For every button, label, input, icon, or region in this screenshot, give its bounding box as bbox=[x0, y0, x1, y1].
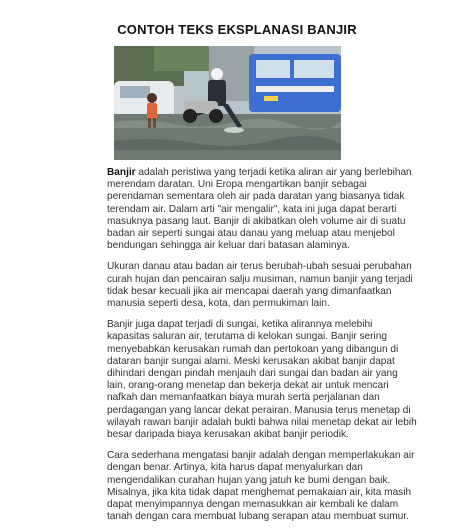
paragraph-1-lead: Banjir bbox=[107, 167, 136, 178]
flood-photo-illustration bbox=[114, 46, 341, 160]
paragraph-2: Ukuran danau atau badan air terus berubah-ubah sesuai perubahan curah hujan dan pencairan salju musiman, namun banjir yang terjadi tidak besar kecuali jika air mencapai daerah yang dimanfaatkan manusia seperti desa, kota, dan permukiman lain. bbox=[107, 261, 413, 310]
paragraph-1-text: adalah peristiwa yang terjadi ketika aliran air yang berlebihan merendam daratan. Uni Eropa mengartikan banjir sebagai perendaman sementara oleh air pada daratan yang biasanya tidak terendam air. Dalam arti "air mengalir", kata ini juga dapat berarti masuknya pasang laut. Banjir di akibatkan oleh volume air di suatu badan air seperti sungai atau danau yang meluap atau menjebol bendungan sehingga air keluar dari batasan alaminya. bbox=[107, 167, 412, 252]
paragraph-1 bbox=[107, 167, 417, 252]
document-title: CONTOH TEKS EKSPLANASI BANJIR bbox=[117, 22, 357, 37]
paragraph-3: Banjir juga dapat terjadi di sungai, ketika alirannya melebihi kapasitas saluran air, terutama di kelokan sungai. Banjir sering menyebabkan kerusakan rumah dan pertokoan yang dibangun di dataran banjir sungai alami. Meski kerusakan akibat banjir dapat dihindari dengan pindah menjauh dari sungai dan badan air yang lain, orang-orang menetap dan bekerja dekat air untuk mencari nafkah dan memanfaatkan biaya murah serta perjalanan dan perdagangan yang lancar dekat perairan. Manusia terus menetap di wilayah rawan banjir adalah bukti bahwa nilai menetap dekat air lebih besar daripada biaya kerusakan akibat banjir periodik. bbox=[107, 319, 417, 441]
article-body bbox=[107, 167, 417, 532]
paragraph-4: Cara sederhana mengatasi banjir adalah dengan memperlakukan air dengan benar. Artinya, kita harus dapat menyalurkan dan mengendalikan curahan hujan yang jatuh ke bumi dengan baik. Misalnya, jika kita tidak dapat menghemat pemakaian air, kita masih dapat menyimpannya dengan memasukkan air kembali ke dalam tanah dengan cara membuat lubang serapan atau membuat sumur. bbox=[107, 450, 415, 523]
flood-street-photo bbox=[114, 46, 341, 160]
